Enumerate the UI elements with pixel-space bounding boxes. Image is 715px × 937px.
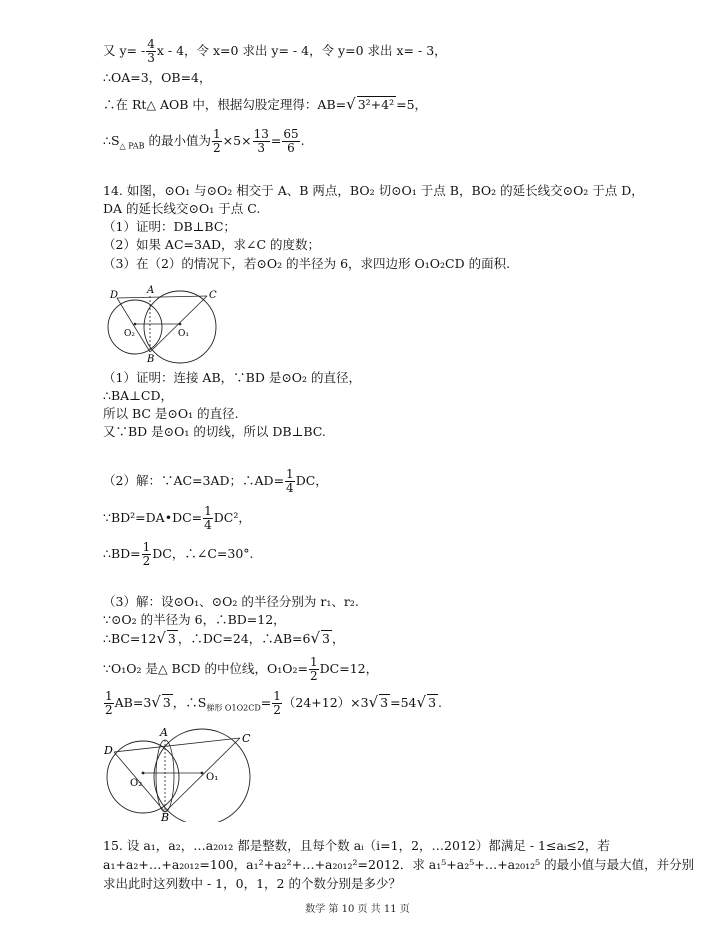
q15-line2: a₁+a₂+…+a₂₀₁₂=100，a₁²+a₂²+…+a₂₀₁₂²=2012．求 a₁⁵+a₂⁵+…+a₂₀₁₂⁵ 的最小值与最大值，并分别 xyxy=(103,857,695,872)
label-a-large: A xyxy=(160,726,168,739)
s3-line4: ∵O₁O₂ 是△ BCD 的中位线，O₁O₂= $\frac{1}{2}$ DC=12， xyxy=(103,655,379,683)
label-a: A xyxy=(147,285,155,296)
solution-line-min-area: $\therefore S_{\triangle PAB}$ 的最小值为 $\frac{1}{2}$ ×5× $\frac{13}{3}$ = $\frac{65}{6}$ . xyxy=(103,127,305,155)
s1-line2: ∴BA⊥CD， xyxy=(103,388,174,403)
label-b-large: B xyxy=(161,811,170,822)
s1-line4: 又∵BD 是⊙O₁ 的切线，所以 DB⊥BC. xyxy=(103,424,326,439)
s2-line1: （2）解：∵AC=3AD；∴AD= $\frac{1}{4}$ DC， xyxy=(103,467,328,495)
s3-line2: ∵⊙O₂ 的半径为 6，∴BD=12， xyxy=(103,612,286,627)
figure-two-circles-small xyxy=(100,284,230,364)
label-o2: O₂ xyxy=(124,329,135,339)
q14-statement-line2: DA 的延长线交⊙O₁ 于点 C. xyxy=(103,201,261,216)
label-c-large: C xyxy=(242,732,251,745)
label-o1: O₁ xyxy=(178,329,189,339)
q14-statement-line1: 14. 如图，⊙O₁ 与⊙O₂ 相交于 A、B 两点，BO₂ 切⊙O₁ 于点 B，BO₂ 的延长线交⊙O₂ 于点 D， xyxy=(103,183,644,198)
q14-part3: （3）在（2）的情况下，若⊙O₂ 的半径为 6，求四边形 O₁O₂CD 的面积. xyxy=(103,256,511,271)
s2-line3: ∴BD= $\frac{1}{2}$ DC，∴∠C=30°. xyxy=(103,540,254,568)
label-c: C xyxy=(209,290,217,301)
q14-part1: （1）证明：DB⊥BC； xyxy=(103,219,236,234)
solution-line-y-expression: 又 y= - $\frac{4}{3}$ x - 4，令 x=0 求出 y= - 4，令 y=0 求出 x= - 3， xyxy=(103,37,447,65)
s3-line1: （3）解：设⊙O₁、⊙O₂ 的半径分别为 r₁、r₂. xyxy=(103,594,359,609)
label-d-large: D xyxy=(104,744,113,757)
solution-line-oa-ob: ∴OA=3，OB=4， xyxy=(103,70,212,85)
label-d: D xyxy=(110,290,119,301)
solution-line-pythagoras: ∴在 Rt△ AOB 中，根据勾股定理得：AB=√ 3²+4² =5， xyxy=(103,95,428,113)
s1-line1: （1）证明：连接 AB，∵BD 是⊙O₂ 的直径， xyxy=(103,370,362,385)
label-o1-large: O₁ xyxy=(206,772,219,783)
s3-line5: $\frac{1}{2}$ AB=3√ 3 ，$\therefore S_{梯形 O1O2CD}=$ $\frac{1}{2}$ （24+12）×3√ 3 =54√ 3 . xyxy=(105,689,442,717)
q15-line1: 15. 设 a₁，a₂，…a₂₀₁₂ 都是整数，且每个数 aᵢ（i=1，2，…2012）都满足 - 1≤aᵢ≤2，若 xyxy=(103,838,610,853)
page-footer: 数学 第 10 页 共 11 页 xyxy=(305,904,410,915)
figure-two-circles-large xyxy=(98,722,258,822)
label-o2-large: O₂ xyxy=(130,778,143,789)
q14-part2: （2）如果 AC=3AD，求∠C 的度数； xyxy=(103,237,321,252)
s1-line3: 所以 BC 是⊙O₁ 的直径. xyxy=(103,406,239,421)
q15-line3: 求出此时这列数中 - 1，0，1，2 的个数分别是多少？ xyxy=(103,876,401,891)
circle-o1 xyxy=(144,291,216,363)
label-b: B xyxy=(147,354,155,364)
s3-line3: ∴BC=12√ 3 ，∴DC=24，∴AB=6√ 3 ， xyxy=(103,629,345,647)
s2-line2: ∵BD²=DA•DC= $\frac{1}{4}$ DC²， xyxy=(103,504,251,532)
